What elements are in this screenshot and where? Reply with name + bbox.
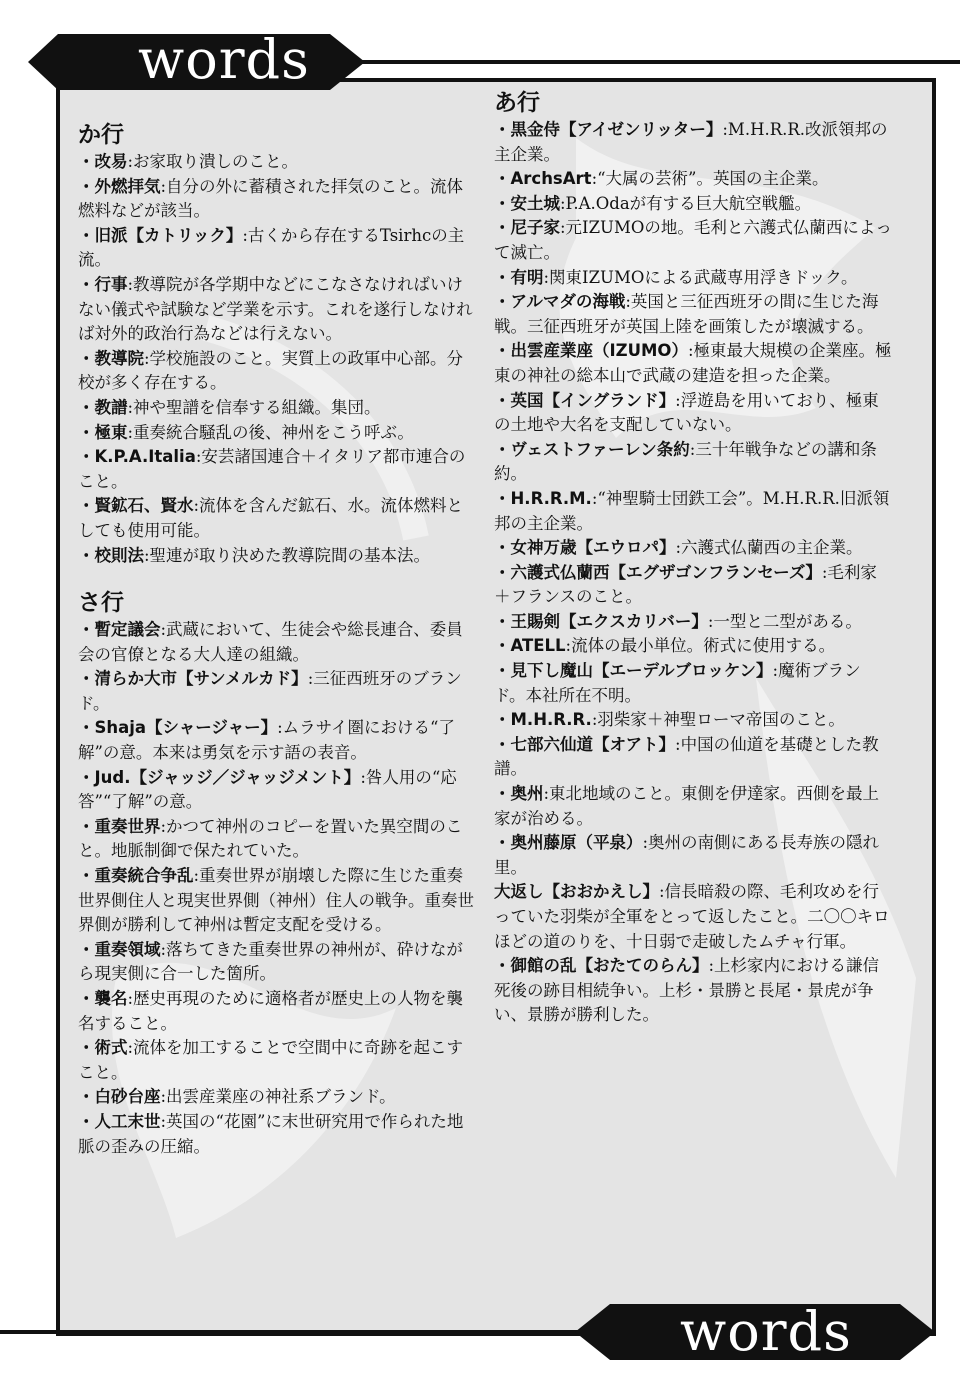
section-heading-a: あ行	[494, 90, 540, 116]
glossary-entry	[78, 396, 476, 421]
entry-definition: :上杉家内における謙信死後の跡目相続争い。上杉・景勝と長尾・景虎が争い、景勝が勝利した。	[494, 956, 880, 1025]
entry-definition: :教導院が各学期中などにこなさなければいけない儀式や試験など学業を示す。これを遂行しなければ対外的政治行為などは行えない。	[78, 274, 473, 344]
entry-definition: :落ちてきた重奏世界の神州が、砕けながら現実側に合一した箇所。	[78, 939, 463, 984]
entry-term: ・見下し魔山【エーデルブロッケン】	[494, 661, 773, 681]
entry-definition: :魔術ブランド。本社所在不明。	[494, 661, 861, 705]
entry-term: ・K.P.A.Italia	[78, 447, 196, 467]
glossary-entry	[494, 708, 892, 733]
glossary-entry	[78, 150, 476, 175]
banner-title-top: words	[138, 28, 310, 91]
entry-definition: :三十年戦争などの講和条約。	[494, 439, 877, 484]
entry-definition: :“神聖騎士団鉄工会”。M.H.R.R.旧派領邦の主企業。	[494, 488, 890, 533]
entry-definition: :重奏世界が崩壊した際に生じた重奏世界側住人と現実世界側（神州）住人の戦争。重奏世界側が勝利して神州は暫定支配を受ける。	[78, 866, 474, 935]
entry-term: ・七部六仙道【オアト】	[494, 734, 676, 754]
glossary-entry	[78, 175, 476, 224]
entry-term: ・王賜剣【エクスカリバー】	[494, 611, 708, 631]
glossary-entry	[78, 938, 476, 987]
entry-term: ・M.H.R.R.	[494, 710, 592, 730]
entry-term: ・校則法	[78, 545, 144, 565]
glossary-entry	[78, 815, 476, 864]
glossary-entry	[78, 224, 476, 273]
glossary-entry	[78, 494, 476, 543]
entry-term: ・御館の乱【おたてのらん】	[494, 956, 709, 976]
glossary-entry	[494, 610, 892, 635]
words-banner-bottom	[0, 1300, 960, 1364]
entry-definition: :咎人用の“応答”“了解”の意。	[78, 767, 457, 812]
banner-title-bottom: words	[680, 1300, 852, 1363]
entry-term: ・ATELL	[494, 636, 566, 656]
entry-definition: :歴史再現のために適格者が歴史上の人物を襲名すること。	[78, 989, 464, 1033]
glossary-entry	[78, 273, 476, 347]
glossary-entry	[78, 987, 476, 1036]
entry-definition: :自分の外に蓄積された拝気のこと。流体燃料などが該当。	[78, 176, 464, 221]
entry-term: ・英国【イングランド】	[494, 390, 676, 410]
entry-definition: :“大属の芸術”。英国の主企業。	[591, 169, 829, 189]
entry-definition: :お家取り潰しのこと。	[127, 152, 299, 171]
right-column	[494, 88, 892, 1028]
entry-term: ・白砂台座	[78, 1087, 161, 1107]
entry-term: ・黒金侍【アイゼンリッター】	[494, 120, 723, 139]
entry-definition: :一型と二型がある。	[707, 611, 862, 631]
entry-definition: :中国の仙道を基礎とした教譜。	[494, 734, 879, 779]
glossary-entry	[494, 167, 892, 192]
entry-definition: :出雲産業座の神社系ブランド。	[160, 1087, 396, 1107]
glossary-entry	[494, 290, 892, 339]
entry-definition: :元IZUMOの地。毛利と六護式仏蘭西によって滅亡。	[494, 218, 892, 262]
glossary-entry	[78, 1036, 476, 1085]
entry-term: ・重奏統合争乱	[78, 866, 194, 886]
entry-term: ・清らか大市【サンメルカド】	[78, 669, 308, 689]
glossary-entry	[494, 831, 892, 880]
entry-term: ・奥州藤原（平泉）	[494, 833, 643, 853]
entry-term: ・有明	[494, 267, 544, 287]
entry-term: ・六護式仏蘭西【エグザゴンフランセーズ】	[494, 562, 822, 582]
glossary-entry	[494, 536, 892, 561]
glossary-entry	[494, 487, 892, 536]
entry-term: ・旧派【カトリック】	[78, 225, 243, 245]
glossary-entry	[494, 733, 892, 782]
entry-definition: :三征西班牙のブランド。	[78, 669, 462, 713]
entry-term: ・暫定議会	[78, 620, 161, 640]
glossary-entry	[494, 634, 892, 659]
entry-term: ・H.R.R.M.	[494, 488, 592, 508]
entry-definition: :流体を加工することで空間中に奇跡を起こすこと。	[78, 1038, 464, 1082]
entry-term: ・術式	[78, 1038, 128, 1058]
glossary-entry	[78, 445, 476, 494]
entry-definition: :神や聖譜を信奉する組織。集団。	[127, 397, 381, 417]
entry-term: ・行事	[78, 274, 128, 294]
entry-term: ・ArchsArt	[494, 169, 592, 189]
entry-definition: :毛利家＋フランスのこと。	[494, 562, 877, 607]
entry-definition: :信長暗殺の際、毛利攻めを行っていた羽柴が全軍をとって返したこと。二〇〇キロほどの道のりを、十日弱で走破したムチャ行軍。	[494, 882, 890, 951]
glossary-entry	[78, 421, 476, 446]
section-heading-ka: か行	[78, 122, 124, 148]
entry-definition: :ムラサイ圏における“了解”の意。本来は勇気を示す語の表音。	[78, 718, 455, 763]
entry-definition: :かつて神州のコピーを置いた異空間のこと。地脈制御で保たれていた。	[78, 816, 463, 861]
entry-term: ・アルマダの海戦	[494, 292, 626, 312]
glossary-entry	[494, 339, 892, 388]
glossary-entry	[78, 716, 476, 765]
entry-term: ・女神万歳【エウロパ】	[494, 538, 676, 558]
glossary-entry	[78, 347, 476, 396]
glossary-entry	[494, 216, 892, 265]
entry-definition: :英国の“花園”に末世研究用で作られた地脈の歪みの圧縮。	[78, 1111, 464, 1156]
entry-definition: :M.H.R.R.改派領邦の主企業。	[494, 120, 888, 164]
glossary-entry	[78, 618, 476, 667]
entry-term: ・安土城	[494, 193, 560, 213]
entry-term: ・尼子家	[494, 218, 560, 238]
entry-term: ・重奏世界	[78, 816, 161, 836]
entry-term: ・Shaja【シャージャー】	[78, 718, 278, 738]
entry-definition: :羽柴家＋神聖ローマ帝国のこと。	[591, 710, 845, 730]
entry-definition: :関東IZUMOによる武蔵専用浮きドック。	[543, 267, 858, 287]
entry-term: ・襲名	[78, 989, 128, 1008]
entry-term: ・奥州	[494, 784, 544, 804]
entry-definition: :奥州の南側にある長寿族の隠れ里。	[494, 833, 880, 877]
entry-definition: :英国と三征西班牙の間に生じた海戦。三征西班牙が英国上陸を画策したが壊滅する。	[494, 292, 879, 336]
entry-term: 大返し【おおかえし】	[494, 882, 659, 902]
glossary-entry	[494, 438, 892, 487]
glossary-entry	[494, 880, 892, 954]
glossary-entry	[494, 266, 892, 291]
entry-term: ・賢鉱石、賢水	[78, 496, 194, 516]
entry-term: ・教譜	[78, 397, 128, 417]
entry-term: ・人工末世	[78, 1111, 161, 1131]
entry-definition: :極東最大規模の企業座。極東の神社の総本山で武蔵の建造を担った企業。	[494, 341, 892, 385]
glossary-entry	[494, 118, 892, 167]
left-column	[78, 120, 476, 1159]
glossary-entry	[494, 192, 892, 217]
entry-definition: :浮遊島を用いており、極東の土地や大名を支配していない。	[494, 390, 879, 435]
entry-definition: :古くから存在するTsirhcの主流。	[78, 225, 465, 270]
glossary-entry	[494, 954, 892, 1028]
entry-definition: :流体の最小単位。術式に使用する。	[565, 636, 836, 656]
glossary-entry	[494, 561, 892, 610]
section-heading-sa: さ行	[78, 590, 124, 617]
glossary-entry	[78, 864, 476, 938]
entry-definition: :流体を含んだ鉱石、水。流体燃料としても使用可能。	[78, 496, 464, 540]
glossary-entry	[494, 782, 892, 831]
entry-definition: :重奏統合騒乱の後、神州をこう呼ぶ。	[127, 422, 414, 442]
entry-term: ・改易	[78, 152, 128, 171]
glossary-entry	[78, 544, 476, 569]
glossary-entry	[494, 659, 892, 708]
words-banner-top	[0, 30, 960, 94]
glossary-entry	[78, 1085, 476, 1110]
entry-definition: :武蔵において、生徒会や総長連合、委員会の官僚となる大人達の組織。	[78, 620, 463, 664]
entry-term: ・Jud.【ジャッジ／ジャッジメント】	[78, 767, 361, 787]
entry-definition: :六護式仏蘭西の主企業。	[675, 538, 863, 558]
glossary-entry	[78, 1110, 476, 1159]
entry-definition: :P.A.Odaが有する巨大航空戦艦。	[560, 193, 812, 213]
entry-term: ・出雲産業座（IZUMO）	[494, 341, 688, 361]
glossary-entry	[494, 389, 892, 438]
entry-term: ・重奏領域	[78, 939, 161, 959]
entry-definition: :東北地域のこと。東側を伊達家。西側を最上家が治める。	[494, 784, 880, 828]
glossary-entry	[78, 766, 476, 815]
entry-term: ・極東	[78, 422, 128, 442]
entry-term: ・外燃拝気	[78, 176, 161, 196]
entry-definition: :聖連が取り決めた教導院間の基本法。	[144, 545, 431, 565]
entry-definition: :安芸諸国連合＋イタリア都市連合のこと。	[78, 447, 466, 491]
entry-definition: :学校施設のこと。実質上の政軍中心部。分校が多く存在する。	[78, 348, 464, 393]
entry-term: ・ヴェストファーレン条約	[494, 439, 690, 459]
entry-term: ・教導院	[78, 348, 144, 368]
glossary-entry	[78, 667, 476, 716]
